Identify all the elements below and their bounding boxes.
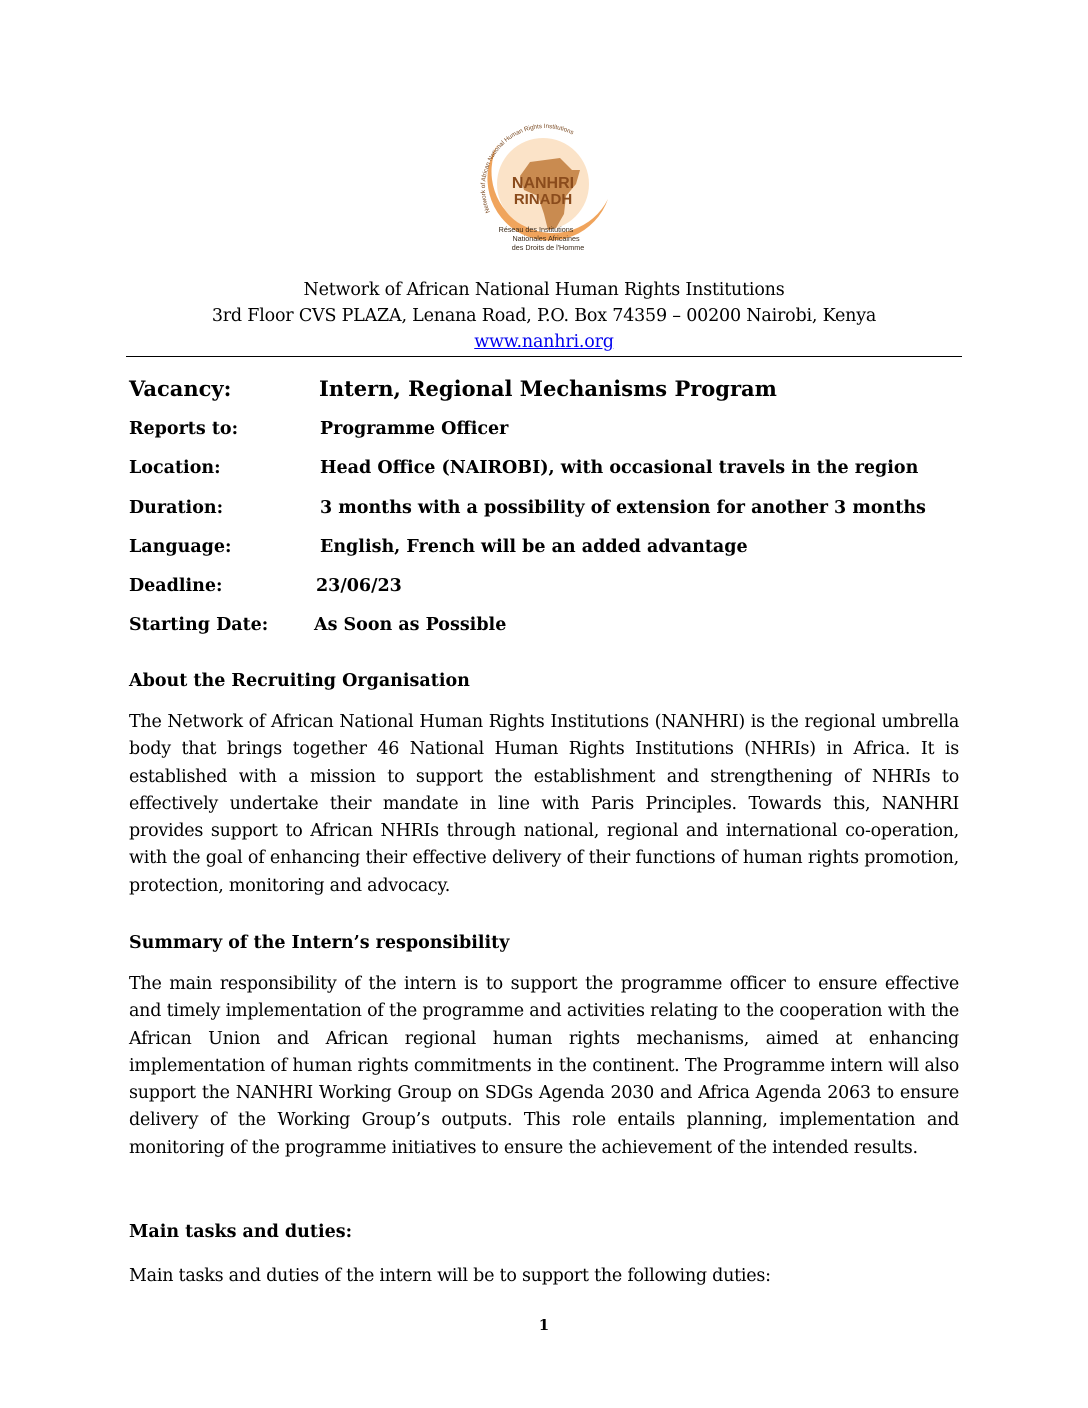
field-value: 3 months with a possibility of extension for another 3 months xyxy=(320,498,926,518)
field-label: Language: xyxy=(129,537,232,557)
about-heading: About the Recruiting Organisation xyxy=(129,671,470,691)
about-paragraph: The Network of African National Human Rights Institutions (NANHRI) is the regional umbrella body that brings together 46 National Human Rights Institutions (NHRIs) in Africa. It is established with a mission to support the establishment and strengthening of NHRIs to effectively undertake their mandate in line with Paris Principles. Towards this, NANHRI provides support to African NHRIs through national, regional and international co-operation, with the goal of enhancing their effective delivery of their functions of human rights promotion, protection, monitoring and advocacy. xyxy=(129,712,959,896)
logo-sub1: Réseau des Institutions xyxy=(498,225,574,234)
field-label: Deadline: xyxy=(129,576,223,596)
field-value: Head Office (NAIROBI), with occasional travels in the region xyxy=(320,458,919,478)
field-value: As Soon as Possible xyxy=(314,615,507,635)
field-label: Vacancy: xyxy=(129,376,232,401)
field-label: Reports to: xyxy=(129,419,239,439)
field-value: 23/06/23 xyxy=(316,576,402,596)
logo-sub2: Nationales Africaines xyxy=(512,234,580,243)
header-divider xyxy=(126,356,962,357)
nanhri-logo-graphic xyxy=(468,104,618,262)
organisation-name: Network of African National Human Rights Institutions xyxy=(303,280,785,300)
nanhri-logo xyxy=(468,104,618,262)
field-label: Location: xyxy=(129,458,221,478)
field-value: Programme Officer xyxy=(320,419,509,439)
summary-paragraph: The main responsibility of the intern is to support the programme officer to ensure effective and timely implementation of the programme and activities relating to the cooperation with the African Union and African regional human rights mechanisms, aimed at enhancing implementation of human rights commitments in the continent. The Programme intern will also support the NANHRI Working Group on SDGs Agenda 2030 and Africa Agenda 2063 to ensure delivery of the Working Group’s outputs. This role entails planning, implementation and monitoring of the programme initiatives to ensure the achievement of the intended results. xyxy=(129,974,959,1158)
letterhead xyxy=(126,277,962,355)
page-number: 1 xyxy=(538,1316,550,1334)
tasks-heading: Main tasks and duties: xyxy=(129,1222,353,1242)
logo-sub3: des Droits de l'Homme xyxy=(511,243,585,252)
field-label: Starting Date: xyxy=(129,615,269,635)
summary-heading: Summary of the Intern’s responsibility xyxy=(129,933,510,953)
organisation-address: 3rd Floor CVS PLAZA, Lenana Road, P.O. Box 74359 – 00200 Nairobi, Kenya xyxy=(211,306,877,326)
field-value: Intern, Regional Mechanisms Program xyxy=(319,376,777,401)
website-link[interactable]: www.nanhri.org xyxy=(474,332,614,352)
tasks-intro: Main tasks and duties of the intern will be to support the following duties: xyxy=(129,1266,771,1286)
logo-rinadh: RINADH xyxy=(513,191,573,208)
logo-nanhri: NANHRI xyxy=(511,175,575,192)
logo-arc-text: Network of African National Human Rights Institutions xyxy=(479,122,575,214)
field-value: English, French will be an added advantage xyxy=(320,537,748,557)
field-label: Duration: xyxy=(129,498,224,518)
